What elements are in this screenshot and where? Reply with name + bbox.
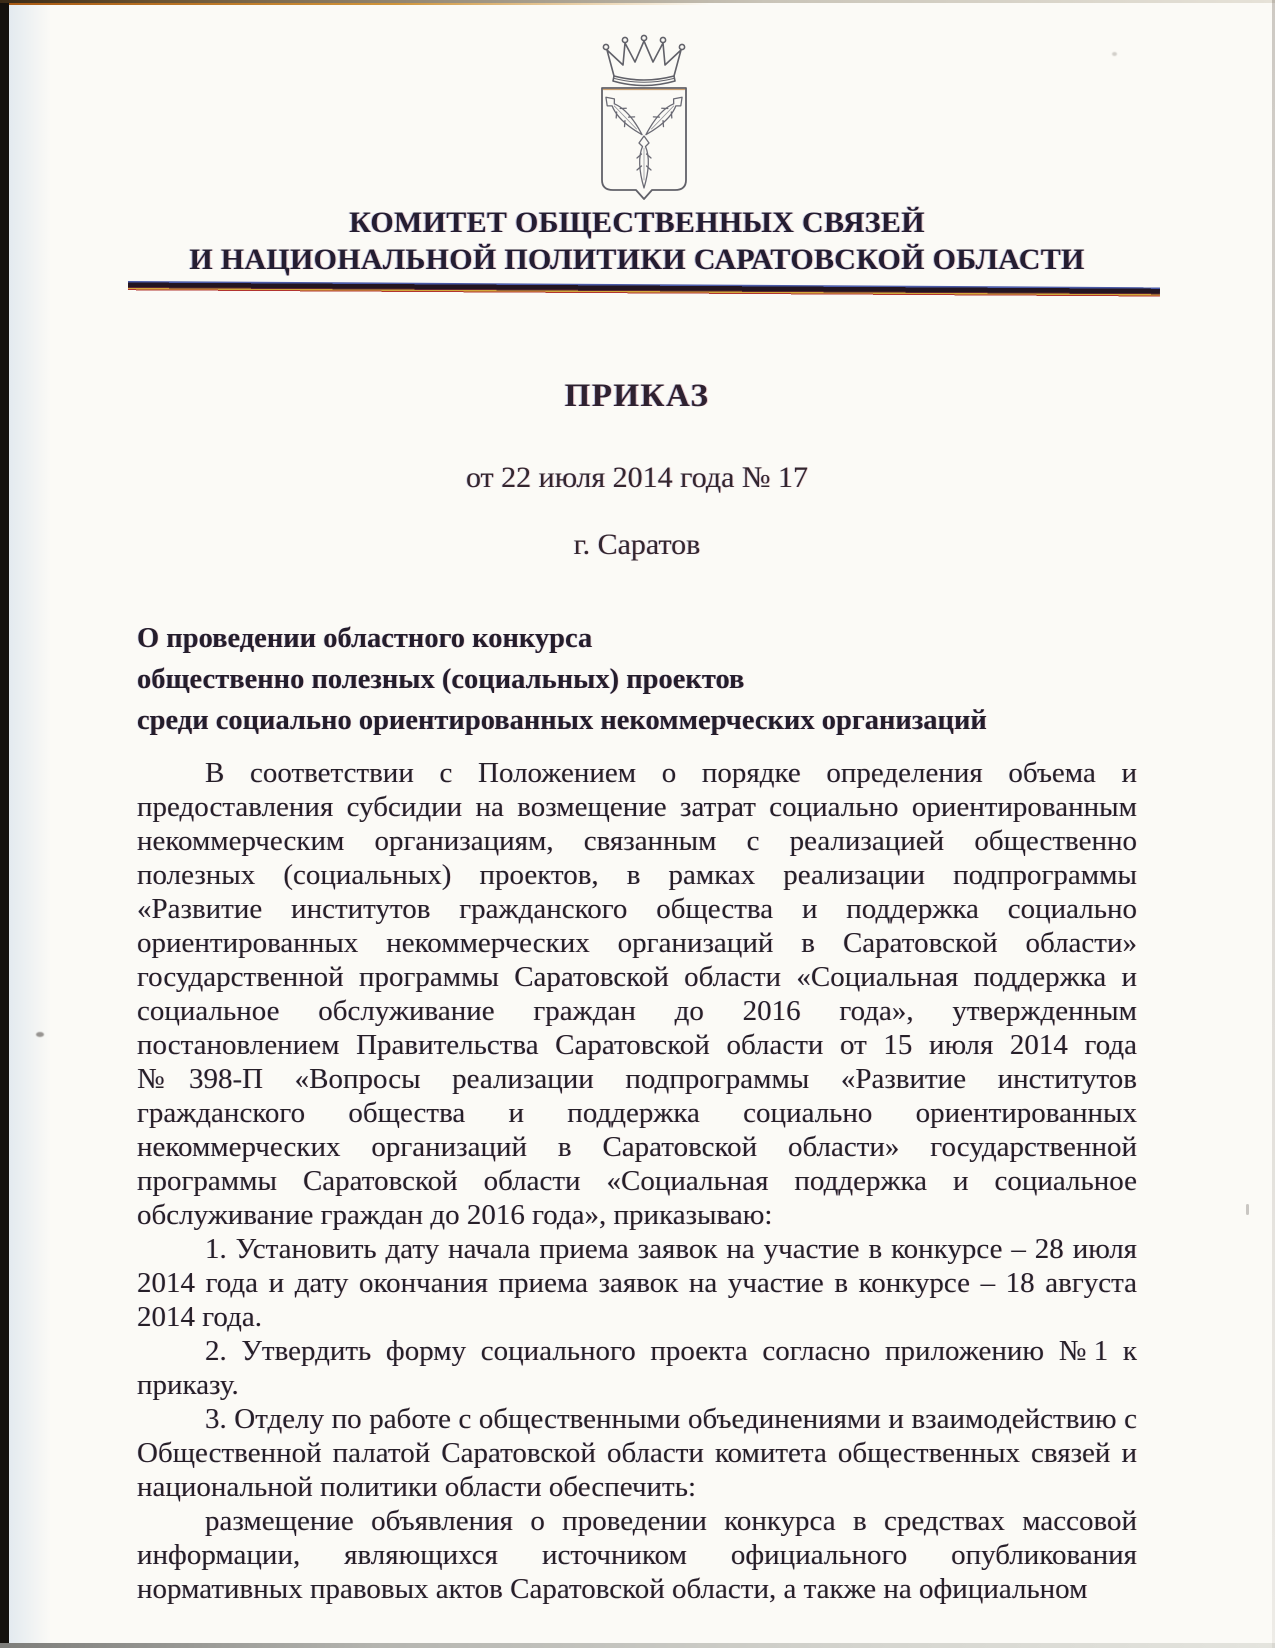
doc-place-line: г. Саратов (573, 528, 701, 561)
body-paragraph: В соответствии с Положением о порядке определения объема и предоставления субсидии на возмещение затрат социально ориентированным некоммерческим организациям, связанным с реализацией общественно полезных (социальных) проектов, в рамках реализации подпрограммы «Развитие институтов гражданского общества и поддержка социально ориентированных некоммерческих организаций в Саратовской области» государственной программы Саратовской области «Социальная поддержка и социальное обслуживание граждан до 2016 года», утвержденным постановлением Правительства Саратовской области от 15 июля 2014 года №398-П «Вопросы реализации подпрограммы «Развитие институтов гражданского общества и поддержка социально ориентированных некоммерческих организаций в Саратовской области» государственной программы Саратовской области «Социальная поддержка и социальное обслуживание граждан до 2016 года», приказываю: (137, 757, 1137, 1231)
body-paragraph: 1. Установить дату начала приема заявок на участие в конкурсе – 28 июля 2014 года и дату окончания приема заявок на участие в конкурсе – 18 августа 2014 года. (137, 1233, 1137, 1333)
doc-subject-line: О проведении областного конкурса (137, 623, 593, 654)
scan-edge-left (0, 0, 9, 1648)
doc-subject (137, 618, 1137, 741)
doc-title: ПРИКАЗ (564, 378, 710, 414)
body-paragraph: размещение объявления о проведении конкурса в средствах массовой информации, являющихся источником официального опубликования нормативных правовых актов Саратовской области, а также на официальном (137, 1505, 1137, 1605)
body-paragraph: 3. Отделу по работе с общественными объединениями и взаимодействию с Общественной палатой Саратовской области комитета общественных связей и национальной политики области обеспечить: (137, 1403, 1137, 1503)
org-name-line2: И НАЦИОНАЛЬНОЙ ПОЛИТИКИ САРАТОВСКОЙ ОБЛАСТИ (189, 243, 1085, 276)
header-divider-rule (128, 281, 1160, 297)
doc-subject-line: общественно полезных (социальных) проектов (137, 664, 745, 695)
doc-subject-line: среди социально ориентированных некоммерческих организаций (137, 705, 987, 736)
org-name (137, 204, 1137, 278)
doc-body (137, 756, 1137, 1606)
scan-speck (36, 1032, 44, 1037)
doc-date-number-line: от 22 июля 2014 года № 17 (465, 461, 809, 494)
scan-speck (1246, 1204, 1249, 1215)
document-content (137, 0, 1137, 1648)
body-paragraph: 2. Утвердить форму социального проекта согласно приложению №1 к приказу. (137, 1335, 1137, 1401)
scan-tint-left (9, 0, 51, 1648)
org-name-line1: КОМИТЕТ ОБЩЕСТВЕННЫХ СВЯЗЕЙ (349, 206, 925, 239)
